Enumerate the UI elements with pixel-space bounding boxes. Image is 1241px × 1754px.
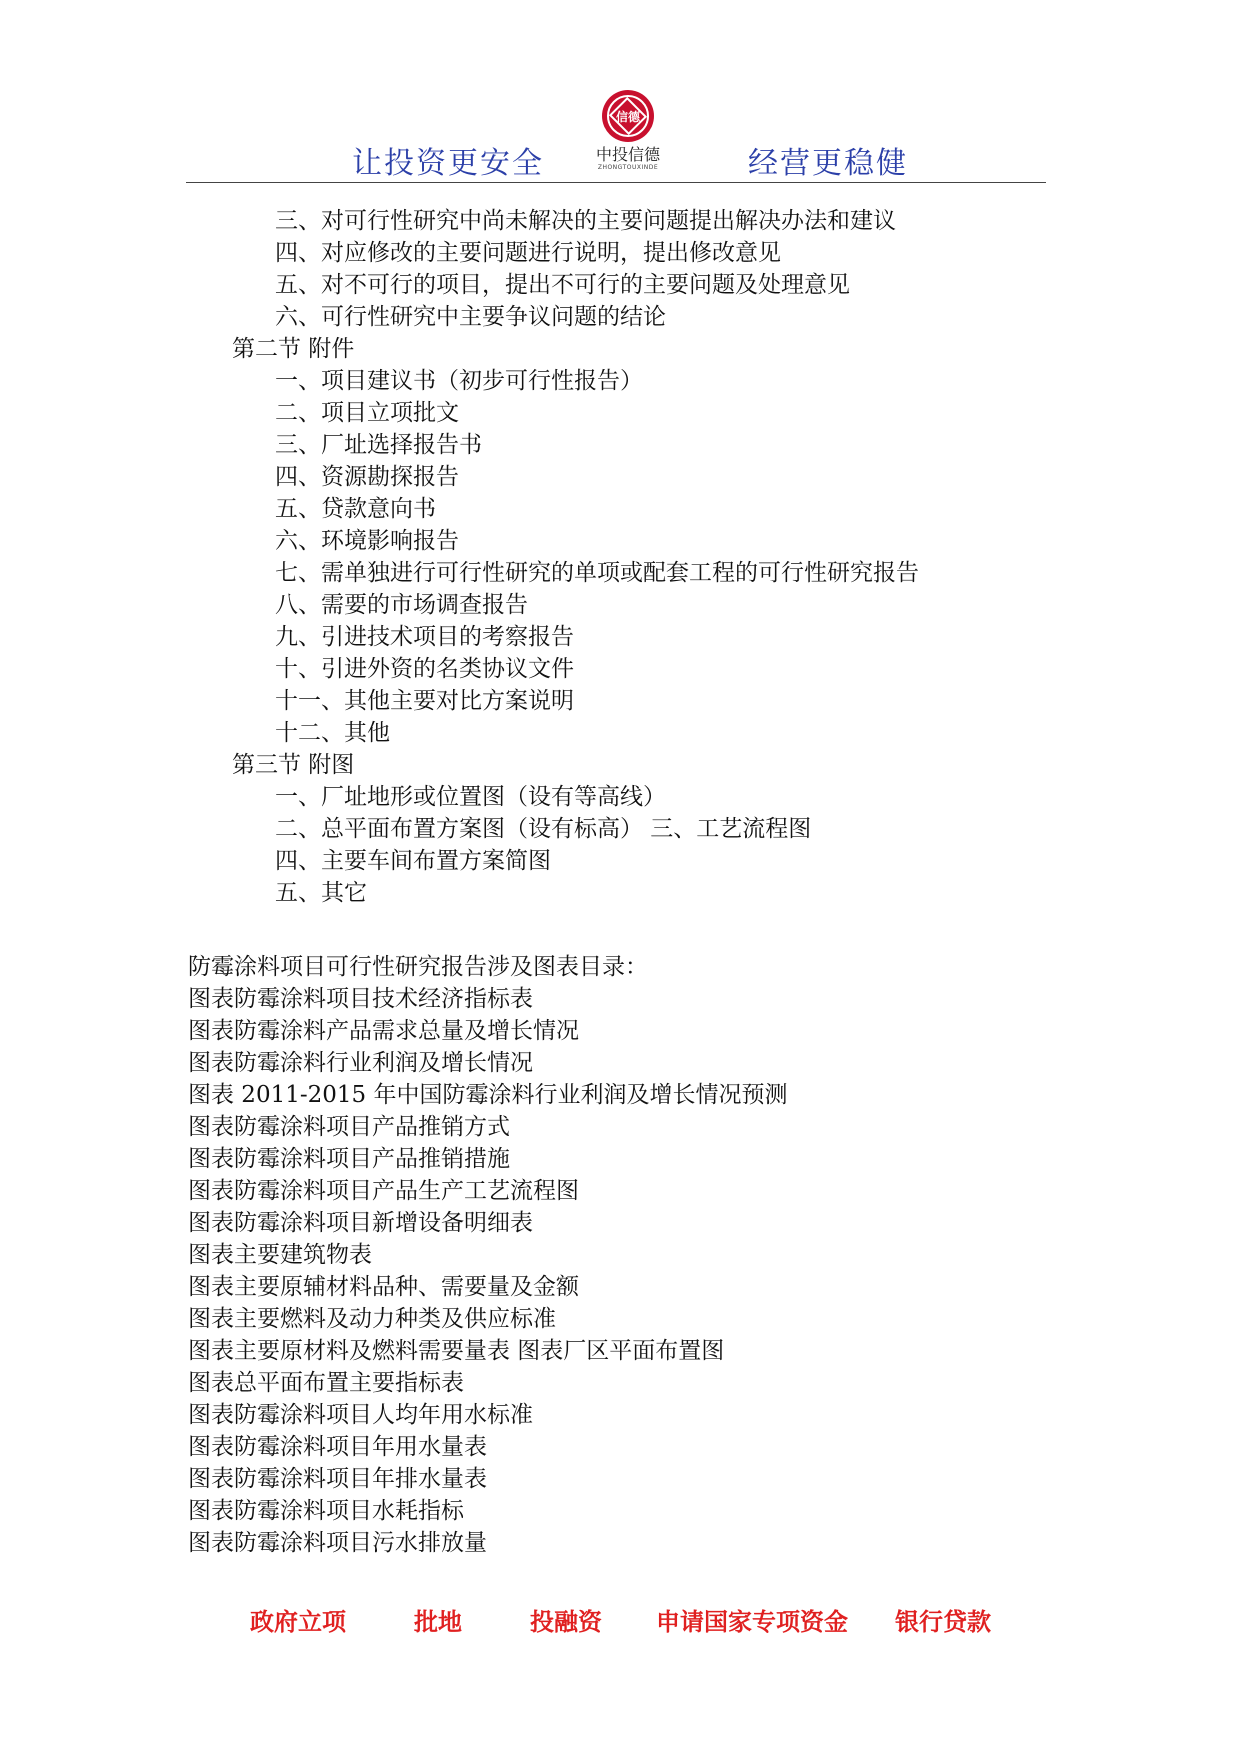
chart-list-item: 图表主要原辅材料品种、需要量及金额 bbox=[188, 1274, 579, 1300]
toc-item: 十、引进外资的名类协议文件 bbox=[275, 656, 574, 682]
toc-item: 七、需单独进行可行性研究的单项或配套工程的可行性研究报告 bbox=[275, 560, 919, 586]
toc-item: 一、厂址地形或位置图（设有等高线） bbox=[275, 784, 666, 810]
chart-list-item: 图表总平面布置主要指标表 bbox=[188, 1370, 464, 1396]
footer-item-financing: 投融资 bbox=[530, 1608, 602, 1636]
company-logo bbox=[588, 88, 668, 180]
chart-list-item: 图表防霉涂料项目技术经济指标表 bbox=[188, 986, 533, 1012]
toc-item: 五、贷款意向书 bbox=[275, 496, 436, 522]
logo-text: 中投信德 bbox=[595, 145, 660, 164]
slogan-left: 让投资更安全 bbox=[352, 146, 544, 181]
toc-item: 十二、其他 bbox=[275, 720, 390, 746]
chart-list-item: 图表防霉涂料项目水耗指标 bbox=[188, 1498, 464, 1524]
chart-list-item: 图表防霉涂料项目新增设备明细表 bbox=[188, 1210, 533, 1236]
chart-list-item: 图表主要燃料及动力种类及供应标准 bbox=[188, 1306, 556, 1332]
footer-item-government-approval: 政府立项 bbox=[250, 1608, 346, 1636]
toc-item: 十一、其他主要对比方案说明 bbox=[275, 688, 574, 714]
toc-item: 九、引进技术项目的考察报告 bbox=[275, 624, 574, 650]
slogan-right: 经营更稳健 bbox=[748, 146, 908, 181]
toc-item: 四、对应修改的主要问题进行说明，提出修改意见 bbox=[275, 240, 781, 266]
chart-list-item: 图表防霉涂料项目污水排放量 bbox=[188, 1530, 487, 1556]
chart-list-item: 图表防霉涂料产品需求总量及增长情况 bbox=[188, 1018, 579, 1044]
chart-list-item: 图表主要建筑物表 bbox=[188, 1242, 372, 1268]
footer-item-bank-loan: 银行贷款 bbox=[895, 1608, 991, 1636]
chart-list-item: 图表防霉涂料项目产品生产工艺流程图 bbox=[188, 1178, 579, 1204]
header-divider bbox=[186, 182, 1046, 183]
toc-item: 六、环境影响报告 bbox=[275, 528, 459, 554]
toc-item: 四、主要车间布置方案简图 bbox=[275, 848, 551, 874]
toc-item: 四、资源勘探报告 bbox=[275, 464, 459, 490]
toc-section-heading: 第二节 附件 bbox=[232, 336, 355, 362]
toc-item: 二、总平面布置方案图（设有标高） 三、工艺流程图 bbox=[275, 816, 812, 842]
chart-list-item: 图表防霉涂料项目年用水量表 bbox=[188, 1434, 487, 1460]
chart-list-item: 图表防霉涂料项目产品推销措施 bbox=[188, 1146, 510, 1172]
chart-list-item: 图表防霉涂料项目年排水量表 bbox=[188, 1466, 487, 1492]
toc-item: 二、项目立项批文 bbox=[275, 400, 459, 426]
chart-list-item: 图表 2011-2015 年中国防霉涂料行业利润及增长情况预测 bbox=[188, 1082, 788, 1108]
page-header bbox=[0, 0, 1241, 190]
chart-list-item: 图表防霉涂料项目人均年用水标准 bbox=[188, 1402, 533, 1428]
toc-section-heading: 第三节 附图 bbox=[232, 752, 355, 778]
chart-list-item: 图表主要原材料及燃料需要量表 图表厂区平面布置图 bbox=[188, 1338, 725, 1364]
toc-item: 一、项目建议书（初步可行性报告） bbox=[275, 368, 643, 394]
page-footer bbox=[0, 1604, 1241, 1644]
chart-list-item: 图表防霉涂料行业利润及增长情况 bbox=[188, 1050, 533, 1076]
chart-list-item: 图表防霉涂料项目产品推销方式 bbox=[188, 1114, 510, 1140]
footer-item-special-funds: 申请国家专项资金 bbox=[656, 1608, 848, 1636]
toc-item: 五、其它 bbox=[275, 880, 367, 906]
charts-list-title: 防霉涂料项目可行性研究报告涉及图表目录： bbox=[188, 954, 648, 980]
toc-item: 三、对可行性研究中尚未解决的主要问题提出解决办法和建议 bbox=[275, 208, 896, 234]
toc-item: 三、厂址选择报告书 bbox=[275, 432, 482, 458]
toc-item: 六、可行性研究中主要争议问题的结论 bbox=[275, 304, 666, 330]
logo-mark: 信德 bbox=[615, 110, 641, 124]
toc-item: 五、对不可行的项目，提出不可行的主要问题及处理意见 bbox=[275, 272, 850, 298]
toc-item: 八、需要的市场调查报告 bbox=[275, 592, 528, 618]
logo-emblem-icon bbox=[588, 88, 668, 148]
footer-item-land-approval: 批地 bbox=[414, 1608, 462, 1636]
logo-subtext: ZHONGTOUXINDE bbox=[597, 164, 659, 171]
